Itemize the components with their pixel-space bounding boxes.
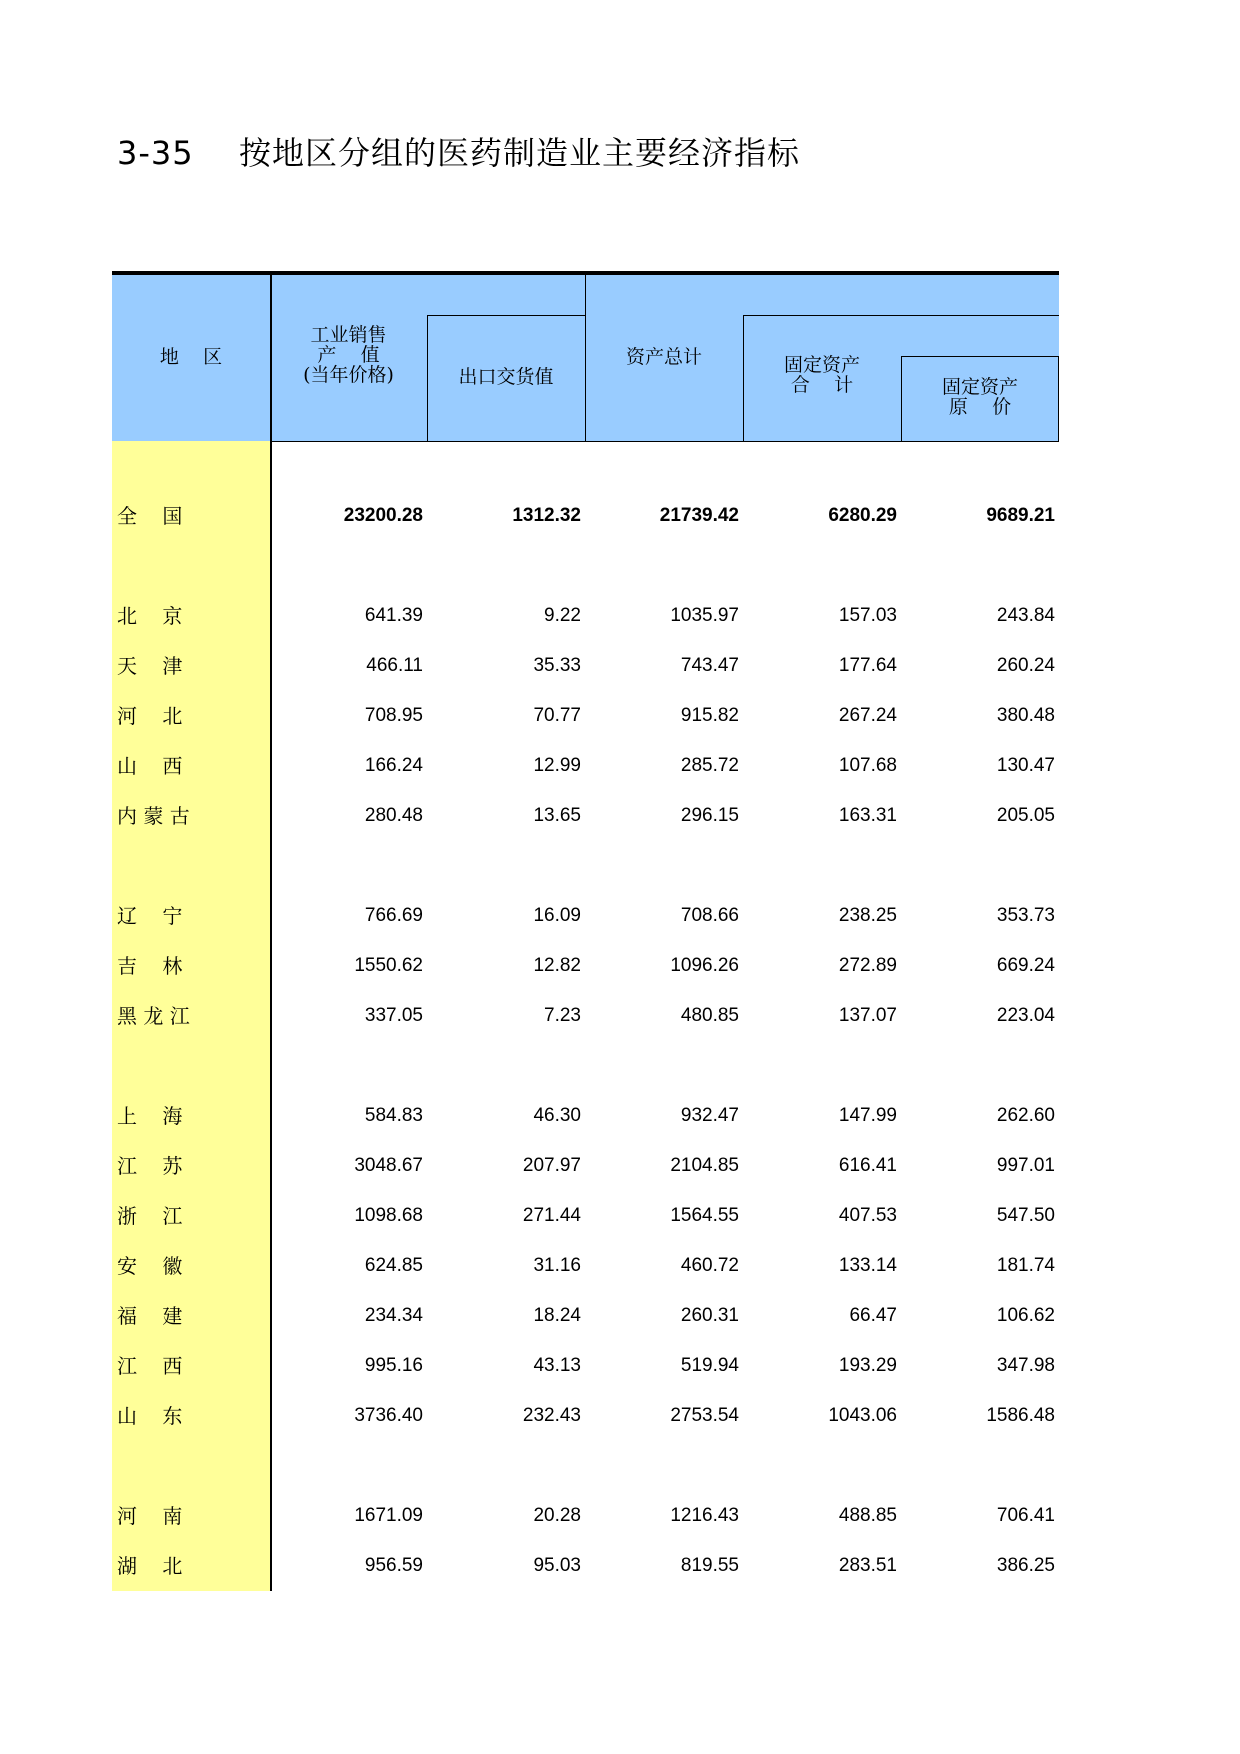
cell-export: 9.22 — [544, 605, 581, 626]
cell-assets: 1035.97 — [670, 605, 739, 626]
cell-assets: 932.47 — [680, 1105, 739, 1126]
cell-fixed: 193.29 — [838, 1355, 897, 1376]
cell-fixed: 267.24 — [838, 705, 897, 726]
cell-fixed: 177.64 — [838, 655, 897, 676]
cell-assets: 260.31 — [680, 1305, 739, 1326]
cell-fixed: 137.07 — [838, 1005, 897, 1026]
cell-export: 16.09 — [533, 905, 581, 926]
header-total-assets — [585, 347, 743, 367]
cell-assets: 819.55 — [680, 1555, 739, 1576]
cell-original: 706.41 — [996, 1505, 1055, 1526]
cell-fixed: 407.53 — [838, 1205, 897, 1226]
cell-export: 18.24 — [533, 1305, 581, 1326]
table-row — [112, 1201, 1059, 1231]
table-row — [112, 601, 1059, 631]
cell-original: 262.60 — [996, 1105, 1055, 1126]
cell-assets: 708.66 — [680, 905, 739, 926]
cell-original: 997.01 — [996, 1155, 1055, 1176]
cell-assets: 1216.43 — [670, 1505, 739, 1526]
cell-assets: 915.82 — [680, 705, 739, 726]
header-original-line: 固定资产 — [941, 376, 1018, 398]
cell-assets: 1096.26 — [670, 955, 739, 976]
cell-sales: 641.39 — [364, 605, 423, 626]
cell-sales: 466.11 — [366, 655, 423, 676]
cell-export: 7.23 — [544, 1005, 581, 1026]
cell-export: 207.97 — [522, 1155, 581, 1176]
cell-export: 35.33 — [533, 655, 581, 676]
cell-assets: 480.85 — [680, 1005, 739, 1026]
cell-original: 181.74 — [996, 1255, 1055, 1276]
table-row — [112, 1401, 1059, 1431]
cell-assets: 21739.42 — [659, 505, 739, 526]
cell-sales: 1098.68 — [354, 1205, 423, 1226]
cell-sales: 234.34 — [364, 1305, 423, 1326]
cell-original: 386.25 — [996, 1555, 1055, 1576]
cell-assets: 296.15 — [680, 805, 739, 826]
cell-fixed: 238.25 — [838, 905, 897, 926]
header-export-value — [427, 367, 585, 387]
cell-original: 547.50 — [996, 1205, 1055, 1226]
region-name: 山 西 — [117, 754, 183, 778]
table-row — [112, 1551, 1059, 1581]
region-name: 上 海 — [117, 1104, 183, 1128]
cell-export: 232.43 — [522, 1405, 581, 1426]
table-row — [112, 1001, 1059, 1031]
cell-original: 130.47 — [996, 755, 1055, 776]
cell-export: 271.44 — [522, 1205, 581, 1226]
cell-sales: 280.48 — [364, 805, 423, 826]
cell-original: 380.48 — [996, 705, 1055, 726]
header-fixed-assets — [743, 355, 901, 395]
table-row — [112, 1351, 1059, 1381]
cell-fixed: 133.14 — [838, 1255, 897, 1276]
header-region-label: 地 区 — [159, 346, 223, 368]
table-row — [112, 1101, 1059, 1131]
table-row — [112, 651, 1059, 681]
table-row — [112, 1251, 1059, 1281]
region-name: 天 津 — [117, 654, 183, 678]
cell-original: 9689.21 — [986, 505, 1055, 526]
cell-sales: 708.95 — [364, 705, 423, 726]
cell-export: 12.82 — [533, 955, 581, 976]
region-name: 辽 宁 — [117, 904, 183, 928]
header-rule — [743, 315, 1059, 316]
cell-sales: 1550.62 — [354, 955, 423, 976]
cell-export: 95.03 — [533, 1555, 581, 1576]
statistics-table — [112, 271, 1059, 1591]
cell-export: 20.28 — [533, 1505, 581, 1526]
region-name: 江 西 — [117, 1354, 183, 1378]
header-bottom-rule — [270, 441, 1059, 442]
cell-fixed: 488.85 — [838, 1505, 897, 1526]
region-name: 安 徽 — [117, 1254, 183, 1278]
header-sales-line: (当年价格) — [303, 364, 394, 386]
region-name: 全 国 — [117, 504, 183, 528]
cell-assets: 285.72 — [680, 755, 739, 776]
cell-assets: 2104.85 — [670, 1155, 739, 1176]
cell-sales: 23200.28 — [343, 505, 423, 526]
table-row — [112, 501, 1059, 531]
page-title — [117, 128, 800, 174]
region-name: 内 蒙 古 — [117, 804, 190, 828]
region-name: 黑 龙 江 — [117, 1004, 190, 1028]
cell-assets: 1564.55 — [670, 1205, 739, 1226]
table-row — [112, 1301, 1059, 1331]
table-row — [112, 751, 1059, 781]
cell-assets: 743.47 — [680, 655, 739, 676]
header-fixed-line: 固定资产 — [783, 354, 860, 376]
cell-fixed: 147.99 — [838, 1105, 897, 1126]
region-name: 吉 林 — [117, 954, 183, 978]
cell-original: 1586.48 — [986, 1405, 1055, 1426]
cell-fixed: 272.89 — [838, 955, 897, 976]
header-fixed-line: 合 计 — [790, 374, 854, 396]
table-row — [112, 951, 1059, 981]
region-column-divider — [270, 275, 272, 1591]
table-number: 3-35 — [117, 134, 194, 172]
cell-export: 13.65 — [533, 805, 581, 826]
region-name: 江 苏 — [117, 1154, 183, 1178]
header-original-line: 原 价 — [948, 396, 1012, 418]
region-name: 北 京 — [117, 604, 183, 628]
header-export-label: 出口交货值 — [458, 366, 554, 388]
cell-export: 1312.32 — [512, 505, 581, 526]
cell-fixed: 163.31 — [838, 805, 897, 826]
table-row — [112, 1501, 1059, 1531]
header-rule — [901, 356, 1059, 357]
cell-export: 70.77 — [533, 705, 581, 726]
cell-sales: 956.59 — [364, 1555, 423, 1576]
cell-fixed: 66.47 — [849, 1305, 897, 1326]
cell-fixed: 107.68 — [838, 755, 897, 776]
header-sales-line: 工业销售 — [310, 324, 387, 346]
cell-assets: 2753.54 — [670, 1405, 739, 1426]
cell-sales: 995.16 — [364, 1355, 423, 1376]
region-name: 山 东 — [117, 1404, 183, 1428]
header-region — [112, 347, 270, 367]
header-rule — [427, 315, 585, 316]
table-row — [112, 701, 1059, 731]
cell-original: 106.62 — [996, 1305, 1055, 1326]
cell-export: 46.30 — [533, 1105, 581, 1126]
region-name: 河 南 — [117, 1504, 183, 1528]
cell-original: 243.84 — [996, 605, 1055, 626]
cell-sales: 1671.09 — [354, 1505, 423, 1526]
cell-assets: 519.94 — [680, 1355, 739, 1376]
table-title: 按地区分组的医药制造业主要经济指标 — [239, 134, 801, 172]
cell-original: 669.24 — [996, 955, 1055, 976]
region-name: 浙 江 — [117, 1204, 183, 1228]
cell-fixed: 283.51 — [838, 1555, 897, 1576]
cell-sales: 3048.67 — [354, 1155, 423, 1176]
cell-original: 353.73 — [996, 905, 1055, 926]
header-sales-value — [270, 325, 427, 385]
cell-fixed: 1043.06 — [828, 1405, 897, 1426]
cell-sales: 624.85 — [364, 1255, 423, 1276]
cell-export: 43.13 — [533, 1355, 581, 1376]
table-row — [112, 801, 1059, 831]
cell-export: 12.99 — [533, 755, 581, 776]
region-name: 河 北 — [117, 704, 183, 728]
cell-original: 223.04 — [996, 1005, 1055, 1026]
header-sales-line: 产 值 — [317, 344, 380, 366]
cell-sales: 766.69 — [364, 905, 423, 926]
cell-fixed: 6280.29 — [828, 505, 897, 526]
cell-sales: 3736.40 — [354, 1405, 423, 1426]
region-name: 福 建 — [117, 1304, 183, 1328]
cell-fixed: 616.41 — [838, 1155, 897, 1176]
cell-original: 205.05 — [996, 805, 1055, 826]
header-assets-label: 资产总计 — [625, 346, 702, 368]
cell-sales: 337.05 — [364, 1005, 423, 1026]
table-row — [112, 1151, 1059, 1181]
cell-sales: 584.83 — [364, 1105, 423, 1126]
cell-original: 260.24 — [996, 655, 1055, 676]
cell-export: 31.16 — [533, 1255, 581, 1276]
header-fixed-original — [901, 377, 1059, 417]
cell-fixed: 157.03 — [838, 605, 897, 626]
table-row — [112, 901, 1059, 931]
region-name: 湖 北 — [117, 1554, 183, 1578]
cell-original: 347.98 — [996, 1355, 1055, 1376]
cell-sales: 166.24 — [364, 755, 423, 776]
cell-assets: 460.72 — [680, 1255, 739, 1276]
